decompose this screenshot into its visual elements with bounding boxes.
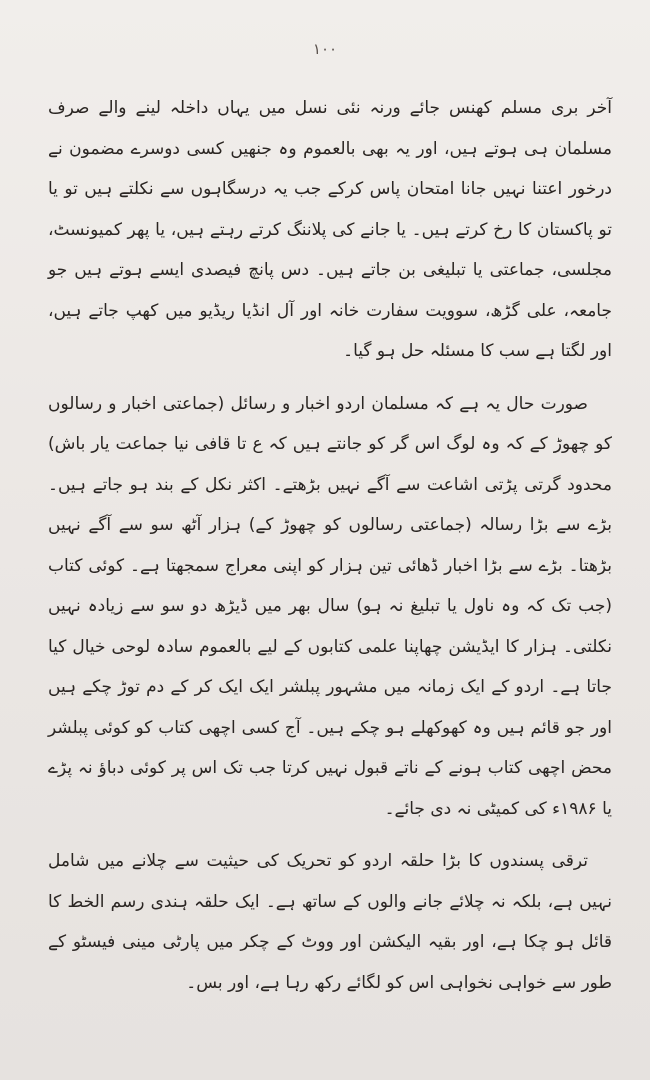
page-number: ۱۰۰: [312, 40, 338, 58]
paragraph-2: صورت حال یہ ہے کہ مسلمان اردو اخبار و رسائل (جماعتی اخبار و رسالوں کو چھوڑ کے کہ وہ لوگ اس گر کو جانتے ہیں کہ ع تا قافی نیا جماعت یار باش) محدود گرتی پڑتی اشاعت سے آگے نہیں بڑھتے۔ اکثر نکل کے بند ہو جاتے ہیں۔ بڑے سے بڑا رسالہ (جماعتی رسالوں کو چھوڑ کے) ہزار آٹھ سو سے آگے نہیں بڑھتا۔ بڑے سے بڑا اخبار ڈھائی تین ہزار کو اپنی معراج سمجھتا ہے۔ کوئی کتاب (جب تک کہ وہ ناول یا تبلیغ نہ ہو) سال بھر میں ڈیڑھ دو سو سے زیادہ نہیں نکلتی۔ ہزار کا ایڈیشن چھاپنا علمی کتابوں کے لیے بالعموم سادہ لوحی خیال کیا جاتا ہے۔ اردو کے ایک زمانہ میں مشہور پبلشر ایک ایک کر کے دم توڑ چکے ہیں اور جو قائم ہیں وہ کھوکھلے ہو چکے ہیں۔ آج کسی اچھی کتاب کو کوئی پبلشر محض اچھی کتاب ہونے کے ناتے قبول نہیں کرتا جب تک اس پر کوئی دباؤ نہ پڑے یا ۱۹۸۶ء کی کمیٹی نہ دی جائے۔: [48, 393, 612, 819]
paragraph-3: ترقی پسندوں کا بڑا حلقہ اردو کو تحریک کی حیثیت سے چلانے میں شامل نہیں ہے، بلکہ نہ چلائے جانے والوں کے ساتھ ہے۔ ایک حلقہ ہندی رسم الخط کا قائل ہو چکا ہے، اور بقیہ الیکشن اور ووٹ کے چکر میں پارٹی مینی فیسٹو کے طور سے خواہی نخواہی اس کو لگائے رکھ رہا ہے، اور بس۔: [48, 851, 612, 993]
body-text: [48, 88, 612, 1003]
paragraph-1: آخر بری مسلم کھنس جائے ورنہ نئی نسل میں یہاں داخلہ لینے والے صرف مسلمان ہی ہوتے ہیں، اور یہ بھی بالعموم وہ جنھیں کسی دوسرے مضمون نے درخور اعتنا نہیں جانا امتحان پاس کرکے جب یہ درسگاہوں سے نکلتے ہیں تو یا تو پاکستان کا رخ کرتے ہیں۔ یا جانے کی پلاننگ کرتے رہتے ہیں، یا پھر کمیونسٹ، مجلسی، جماعتی یا تبلیغی بن جاتے ہیں۔ دس پانچ فیصدی ایسے ہوتے ہیں جو جامعہ، علی گڑھ، سوویت سفارت خانہ اور آل انڈیا ریڈیو میں کھپ جاتے ہیں، اور لگتا ہے سب کا مسئلہ حل ہو گیا۔: [48, 98, 612, 361]
